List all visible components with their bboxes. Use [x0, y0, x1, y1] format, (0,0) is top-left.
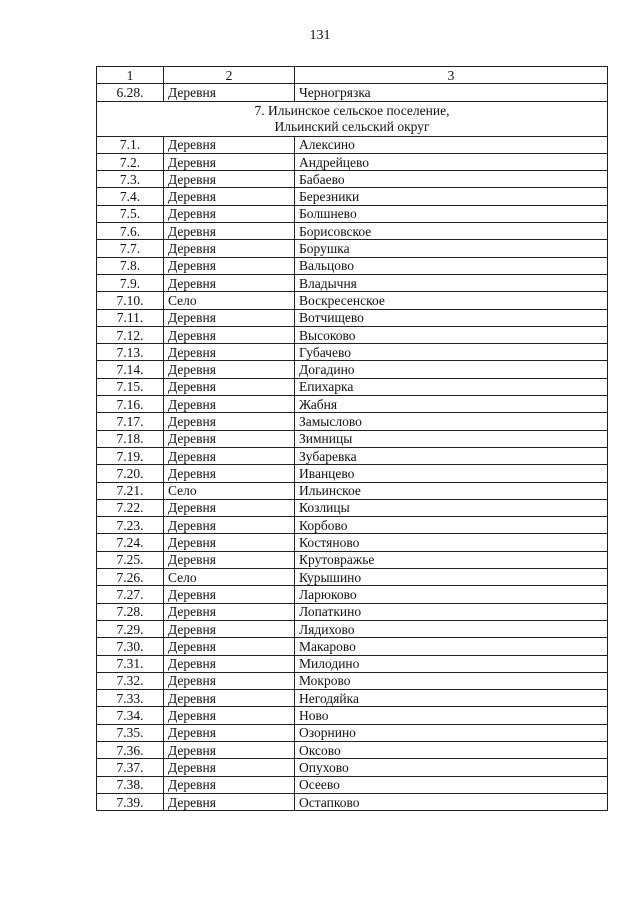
settlement-name: Губачево — [295, 344, 608, 361]
row-number: 7.9. — [97, 274, 164, 291]
settlement-type: Деревня — [164, 326, 295, 343]
settlement-name: Опухово — [295, 759, 608, 776]
table-row — [97, 551, 608, 568]
row-number: 7.34. — [97, 707, 164, 724]
table-row — [97, 482, 608, 499]
settlement-name: Макарово — [295, 638, 608, 655]
settlement-name: Ларюково — [295, 586, 608, 603]
settlement-type: Деревня — [164, 396, 295, 413]
row-number: 6.28. — [97, 84, 164, 101]
table-row — [97, 655, 608, 672]
settlement-type: Деревня — [164, 776, 295, 793]
settlement-name: Мокрово — [295, 672, 608, 689]
settlement-type: Деревня — [164, 378, 295, 395]
settlement-name: Корбово — [295, 517, 608, 534]
row-number: 7.1. — [97, 136, 164, 153]
row-number: 7.4. — [97, 188, 164, 205]
table-row — [97, 205, 608, 222]
row-number: 7.30. — [97, 638, 164, 655]
row-number: 7.33. — [97, 690, 164, 707]
table-row — [97, 586, 608, 603]
row-number: 7.6. — [97, 223, 164, 240]
settlement-name: Воскресенское — [295, 292, 608, 309]
row-number: 7.25. — [97, 551, 164, 568]
settlement-type: Деревня — [164, 620, 295, 637]
table-row — [97, 793, 608, 810]
table-row — [97, 447, 608, 464]
settlement-type: Деревня — [164, 205, 295, 222]
settlement-name: Милодино — [295, 655, 608, 672]
row-number: 7.10. — [97, 292, 164, 309]
settlements-table — [96, 66, 608, 811]
settlement-name: Догадино — [295, 361, 608, 378]
settlement-type: Деревня — [164, 759, 295, 776]
settlement-name: Жабня — [295, 396, 608, 413]
table-row — [97, 465, 608, 482]
settlement-type: Деревня — [164, 361, 295, 378]
row-number: 7.20. — [97, 465, 164, 482]
settlement-type: Село — [164, 292, 295, 309]
table-row — [97, 690, 608, 707]
settlement-name: Епихарка — [295, 378, 608, 395]
settlement-type: Деревня — [164, 171, 295, 188]
row-number: 7.29. — [97, 620, 164, 637]
settlement-type: Деревня — [164, 309, 295, 326]
settlement-type: Деревня — [164, 517, 295, 534]
settlement-type: Деревня — [164, 672, 295, 689]
settlement-name: Костяново — [295, 534, 608, 551]
section-title-line-2: Ильинский сельский округ — [274, 118, 430, 134]
table-row — [97, 569, 608, 586]
settlement-name: Владычня — [295, 274, 608, 291]
settlement-name: Андрейцево — [295, 153, 608, 170]
settlement-type: Деревня — [164, 551, 295, 568]
settlement-name: Высоково — [295, 326, 608, 343]
row-number: 7.32. — [97, 672, 164, 689]
table-row — [97, 188, 608, 205]
table-row — [97, 430, 608, 447]
settlement-type: Деревня — [164, 465, 295, 482]
row-number: 7.12. — [97, 326, 164, 343]
settlement-type: Деревня — [164, 793, 295, 810]
settlement-name: Ново — [295, 707, 608, 724]
table-row — [97, 517, 608, 534]
settlement-name: Вальцово — [295, 257, 608, 274]
table-row — [97, 309, 608, 326]
row-number: 7.15. — [97, 378, 164, 395]
row-number: 7.22. — [97, 499, 164, 516]
settlement-type: Деревня — [164, 447, 295, 464]
table-row — [97, 223, 608, 240]
table-row — [97, 638, 608, 655]
row-number: 7.19. — [97, 447, 164, 464]
settlement-type: Село — [164, 482, 295, 499]
table-row — [97, 274, 608, 291]
settlement-type: Деревня — [164, 638, 295, 655]
row-number: 7.8. — [97, 257, 164, 274]
settlement-name: Лядихово — [295, 620, 608, 637]
section-title-line-1: 7. Ильинское сельское поселение, — [254, 102, 450, 118]
settlement-name: Осеево — [295, 776, 608, 793]
settlement-type: Деревня — [164, 586, 295, 603]
settlement-name: Курышино — [295, 569, 608, 586]
settlement-type: Деревня — [164, 499, 295, 516]
row-number: 7.14. — [97, 361, 164, 378]
table-row — [97, 741, 608, 758]
row-number: 7.39. — [97, 793, 164, 810]
settlement-type: Деревня — [164, 188, 295, 205]
table-row — [97, 672, 608, 689]
settlement-name: Негодяйка — [295, 690, 608, 707]
table-row — [97, 620, 608, 637]
table-row — [97, 257, 608, 274]
table-row — [97, 344, 608, 361]
row-number: 7.7. — [97, 240, 164, 257]
row-number: 7.21. — [97, 482, 164, 499]
row-number: 7.11. — [97, 309, 164, 326]
settlement-name: Алексино — [295, 136, 608, 153]
settlement-name: Березники — [295, 188, 608, 205]
row-number: 7.17. — [97, 413, 164, 430]
table-row — [97, 776, 608, 793]
header-cell-3: 3 — [295, 67, 608, 84]
table-row — [97, 724, 608, 741]
settlement-name: Крутовражье — [295, 551, 608, 568]
settlement-name: Вотчищево — [295, 309, 608, 326]
table-row — [97, 292, 608, 309]
settlement-name: Черногрязка — [295, 84, 608, 101]
settlement-name: Ильинское — [295, 482, 608, 499]
row-number: 7.38. — [97, 776, 164, 793]
settlement-type: Деревня — [164, 136, 295, 153]
row-number: 7.24. — [97, 534, 164, 551]
settlement-type: Деревня — [164, 430, 295, 447]
table-header-row — [97, 67, 608, 84]
settlement-type: Деревня — [164, 257, 295, 274]
table-row — [97, 240, 608, 257]
row-number: 7.36. — [97, 741, 164, 758]
settlement-type: Деревня — [164, 603, 295, 620]
row-number: 7.18. — [97, 430, 164, 447]
settlement-type: Деревня — [164, 413, 295, 430]
settlement-type: Деревня — [164, 534, 295, 551]
settlement-name: Лопаткино — [295, 603, 608, 620]
settlement-type: Село — [164, 569, 295, 586]
settlement-name: Оксово — [295, 741, 608, 758]
settlement-name: Козлицы — [295, 499, 608, 516]
section-title — [97, 101, 608, 136]
page-number: 131 — [309, 28, 331, 43]
row-number: 7.16. — [97, 396, 164, 413]
table-row — [97, 707, 608, 724]
section-header-row — [97, 101, 608, 136]
row-number: 7.31. — [97, 655, 164, 672]
table-row — [97, 603, 608, 620]
table-row — [97, 171, 608, 188]
settlement-name: Иванцево — [295, 465, 608, 482]
settlements-table-body — [97, 67, 608, 811]
settlement-type: Деревня — [164, 84, 295, 101]
row-number: 7.37. — [97, 759, 164, 776]
row-number: 7.28. — [97, 603, 164, 620]
settlement-name: Болшнево — [295, 205, 608, 222]
table-row — [97, 534, 608, 551]
table-row — [97, 361, 608, 378]
settlement-name: Борушка — [295, 240, 608, 257]
table-row — [97, 136, 608, 153]
settlement-type: Деревня — [164, 153, 295, 170]
settlement-name: Зубаревка — [295, 447, 608, 464]
row-number: 7.27. — [97, 586, 164, 603]
settlement-type: Деревня — [164, 724, 295, 741]
settlement-type: Деревня — [164, 707, 295, 724]
row-number: 7.35. — [97, 724, 164, 741]
header-cell-1: 1 — [97, 67, 164, 84]
table-row — [97, 84, 608, 101]
table-row — [97, 326, 608, 343]
settlement-type: Деревня — [164, 655, 295, 672]
settlement-name: Бабаево — [295, 171, 608, 188]
settlement-type: Деревня — [164, 223, 295, 240]
settlement-name: Остапково — [295, 793, 608, 810]
settlement-type: Деревня — [164, 274, 295, 291]
settlement-type: Деревня — [164, 344, 295, 361]
row-number: 7.3. — [97, 171, 164, 188]
settlement-type: Деревня — [164, 741, 295, 758]
row-number: 7.26. — [97, 569, 164, 586]
table-row — [97, 413, 608, 430]
settlement-name: Озорнино — [295, 724, 608, 741]
row-number: 7.2. — [97, 153, 164, 170]
row-number: 7.13. — [97, 344, 164, 361]
settlement-name: Зимницы — [295, 430, 608, 447]
settlement-name: Замыслово — [295, 413, 608, 430]
row-number: 7.5. — [97, 205, 164, 222]
settlement-name: Борисовское — [295, 223, 608, 240]
table-row — [97, 396, 608, 413]
settlement-type: Деревня — [164, 240, 295, 257]
table-row — [97, 153, 608, 170]
settlement-type: Деревня — [164, 690, 295, 707]
table-row — [97, 378, 608, 395]
row-number: 7.23. — [97, 517, 164, 534]
header-cell-2: 2 — [164, 67, 295, 84]
table-row — [97, 759, 608, 776]
table-row — [97, 499, 608, 516]
